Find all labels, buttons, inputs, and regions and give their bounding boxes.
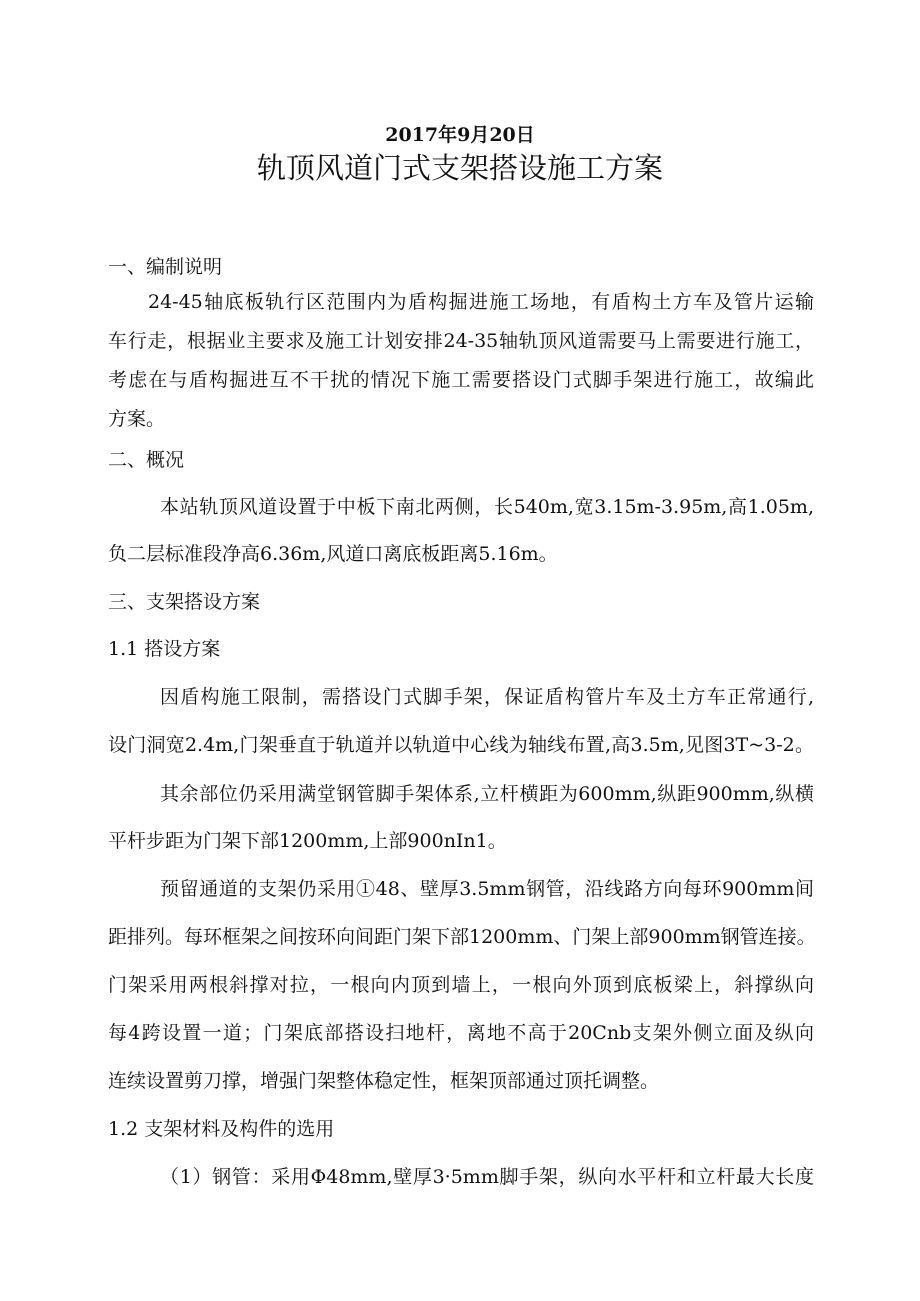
paragraph-line: 车行走，根据业主要求及施工计划安排24-35轴轨顶风道需要马上需要进行施工， bbox=[108, 330, 814, 352]
paragraph-line: 预留通道的支架仍采用①48、壁厚3.5mm钢管，沿线路方向每环900mm间 bbox=[160, 878, 814, 900]
subsection-heading-1-2: 1.2 支架材料及构件的选用 bbox=[108, 1118, 335, 1140]
paragraph-line: 设门洞宽2.4m,门架垂直于轨道并以轨道中心线为轴线布置,高3.5m,见图3T~3-2。 bbox=[108, 734, 814, 756]
section-heading-3: 三、支架搭设方案 bbox=[108, 591, 261, 613]
section-heading-1: 一、编制说明 bbox=[108, 256, 223, 278]
paragraph-line: 平杆步距为门架下部1200mm,上部900nIn1。 bbox=[108, 830, 507, 852]
paragraph-line: 连续设置剪刀撑，增强门架整体稳定性，框架顶部通过顶托调整。 bbox=[108, 1070, 660, 1092]
document-title: 轨顶风道门式支架搭设施工方案 bbox=[256, 151, 663, 185]
paragraph-line: 24-45轴底板轨行区范围内为盾构掘进施工场地，有盾构土方车及管片运输 bbox=[148, 291, 814, 313]
paragraph-line: （1）钢管：采用Φ48mm,壁厚3·5mm脚手架，纵向水平杆和立杆最大长度 bbox=[160, 1166, 814, 1188]
paragraph-line: 门架采用两根斜撑对拉，一根向内顶到墙上，一根向外顶到底板梁上，斜撑纵向 bbox=[108, 974, 814, 996]
subsection-heading-1-1: 1.1 搭设方案 bbox=[108, 638, 221, 660]
paragraph-line: 方案。 bbox=[108, 408, 166, 430]
paragraph-line: 每4跨设置一道；门架底部搭设扫地杆，离地不高于20Cnb支架外侧立面及纵向 bbox=[108, 1022, 814, 1044]
paragraph-line: 距排列。每环框架之间按环向间距门架下部1200mm、门架上部900mm钢管连接。 bbox=[108, 926, 816, 948]
paragraph-line: 本站轨顶风道设置于中板下南北两侧，长540m,宽3.15m-3.95m,高1.05m, bbox=[160, 496, 814, 518]
paragraph-line: 负二层标准段净高6.36m,风道口离底板距离5.16m。 bbox=[108, 543, 558, 565]
paragraph-line: 其余部位仍采用满堂钢管脚手架体系,立杆横距为600mm,纵距900mm,纵横 bbox=[160, 783, 814, 805]
document-date: 2017年9月20日 bbox=[385, 124, 535, 146]
paragraph-line: 考虑在与盾构掘进互不干扰的情况下施工需要搭设门式脚手架进行施工，故编此 bbox=[108, 369, 814, 391]
paragraph-line: 因盾构施工限制，需搭设门式脚手架，保证盾构管片车及土方车正常通行, bbox=[160, 686, 814, 708]
section-heading-2: 二、概况 bbox=[108, 449, 185, 471]
